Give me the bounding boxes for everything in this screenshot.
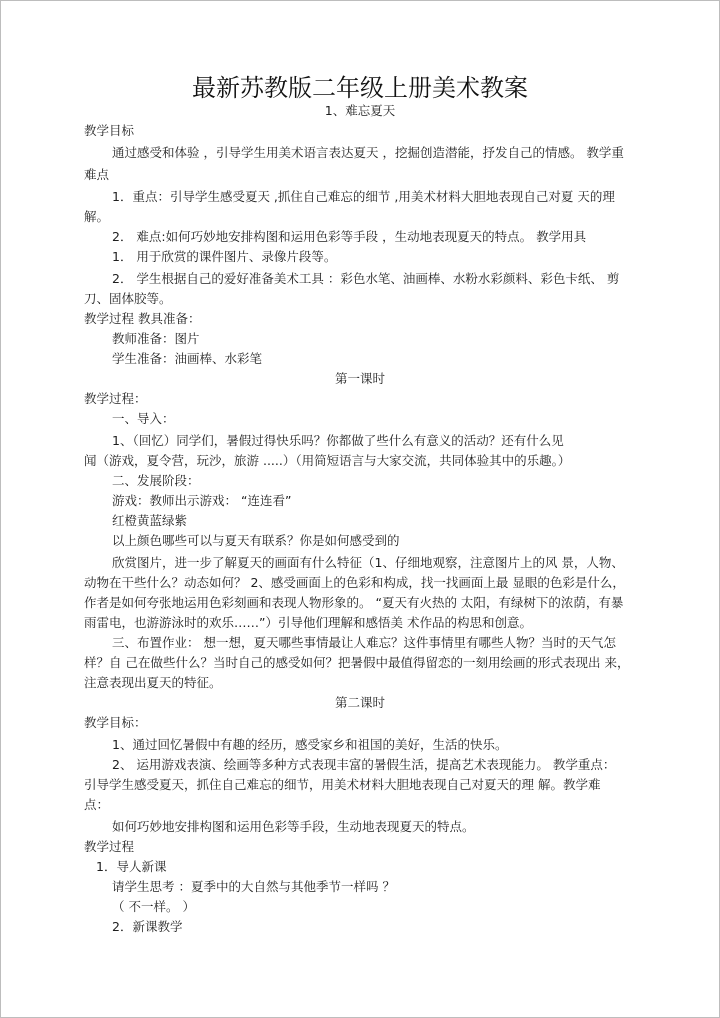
paragraph-line: 作者是如何夸张地运用色彩刻画和表现人物形象的。 “夏天有火热的 太阳，有绿树下的浓荫，有暴 <box>84 595 624 610</box>
paragraph-line: 闻（游戏，夏令营，玩沙，旅游 .....）（用简短语言与大家交流，共同体验其中的乐趣。） <box>84 453 571 468</box>
paragraph-line: （ 不一样。 ） <box>112 899 195 914</box>
paragraph-line: 注意表现出夏天的特征。 <box>84 675 222 690</box>
section-label: 教学目标 <box>84 123 135 138</box>
paragraph-line: 1．导人新课 <box>96 859 167 874</box>
paragraph-line: 动物在干些什么？动态如何？ 2、感受画面上的色彩和构成，找一找画面上最 显眼的色彩是什么， <box>84 575 625 590</box>
paragraph-line: 三、布置作业： 想一想，夏天哪些事情最让人难忘？这件事情里有哪些人物？当时的天气怎 <box>112 635 616 650</box>
paragraph-line: 游戏：教师出示游戏： “连连看” <box>112 493 292 508</box>
paragraph-line: 2．新课教学 <box>112 919 183 934</box>
lesson-period-heading: 第一课时 <box>334 371 385 386</box>
paragraph-line: 样？自 己在做些什么？当时自己的感受如何？把暑假中最值得留恋的一刻用绘画的形式表现出 来， <box>84 655 630 670</box>
paragraph-line: 2． 难点:如何巧妙地安排构图和运用色彩等手段 ，生动地表现夏天的特点。 教学用具 <box>112 229 587 244</box>
paragraph-line: 欣赏图片，进一步了解夏天的画面有什么特征（1、仔细地观察，注意图片上的风 景，人物、 <box>112 555 624 570</box>
paragraph-line: 引导学生感受夏天，抓住自己难忘的细节，用美术材料大胆地表现自己对夏天的理 解。教学难 <box>84 777 601 792</box>
paragraph-line: 雨雷电，也游游泳时的欢乐……”）引导他们理解和感悟美 术作品的构思和创意。 <box>84 615 532 630</box>
paragraph-line: 2． 学生根据自己的爱好准备美术工具 ：彩色水笔、油画棒、水粉水彩颜料、彩色卡纸、 剪 <box>112 271 620 286</box>
paragraph-line: 红橙黄蓝绿紫 <box>112 513 188 528</box>
section-label: 教学过程 教具准备： <box>84 311 201 326</box>
paragraph-line: 一、导入： <box>112 411 175 426</box>
paragraph-line: 刀、固体胶等。 <box>84 291 172 306</box>
section-label: 教学过程 <box>84 839 135 854</box>
paragraph-line: 1、通过回忆暑假中有趣的经历，感受家乡和祖国的美好，生活的快乐。 <box>112 737 508 752</box>
lesson-period-heading: 第二课时 <box>334 695 385 710</box>
paragraph-line: 学生准备：油画棒、水彩笔 <box>112 351 263 366</box>
paragraph-line: 通过感受和体验 ，引导学生用美术语言表达夏天 ，挖掘创造潜能，抒发自己的情感。 教学重 <box>112 145 624 160</box>
paragraph-line: 请学生思考 ：夏季中的大自然与其他季节一样吗 ？ <box>112 879 395 894</box>
lesson-heading: 1、难忘夏天 <box>324 103 396 118</box>
document-title: 最新苏教版二年级上册美术教案 <box>192 74 528 102</box>
paragraph-line: 难点 <box>84 167 110 182</box>
paragraph-line: 点： <box>84 797 110 812</box>
section-label: 教学过程： <box>84 391 147 406</box>
paragraph-line: 以上颜色哪些可以与夏天有联系？你是如何感受到的 <box>112 533 400 548</box>
paragraph-line: 如何巧妙地安排构图和运用色彩等手段，生动地表现夏天的特点。 <box>112 819 475 834</box>
paragraph-line: 1． 用于欣赏的课件图片、录像片段等。 <box>112 249 337 264</box>
paragraph-line: 1．重点：引导学生感受夏天 ,抓住自己难忘的细节 ,用美术材料大胆地表现自己对夏 天的理 <box>112 189 615 204</box>
paragraph-line: 1、（回忆）同学们，暑假过得快乐吗？你都做了些什么有意义的活动？还有什么见 <box>112 433 564 448</box>
paragraph-line: 教师准备：图片 <box>112 331 200 346</box>
section-label: 教学目标： <box>84 715 147 730</box>
paragraph-line: 解。 <box>84 209 110 224</box>
paragraph-line: 二、发展阶段： <box>112 473 200 488</box>
paragraph-line: 2、 运用游戏表演、绘画等多种方式表现丰富的暑假生活，提高艺术表现能力。 教学重点： <box>112 757 616 772</box>
